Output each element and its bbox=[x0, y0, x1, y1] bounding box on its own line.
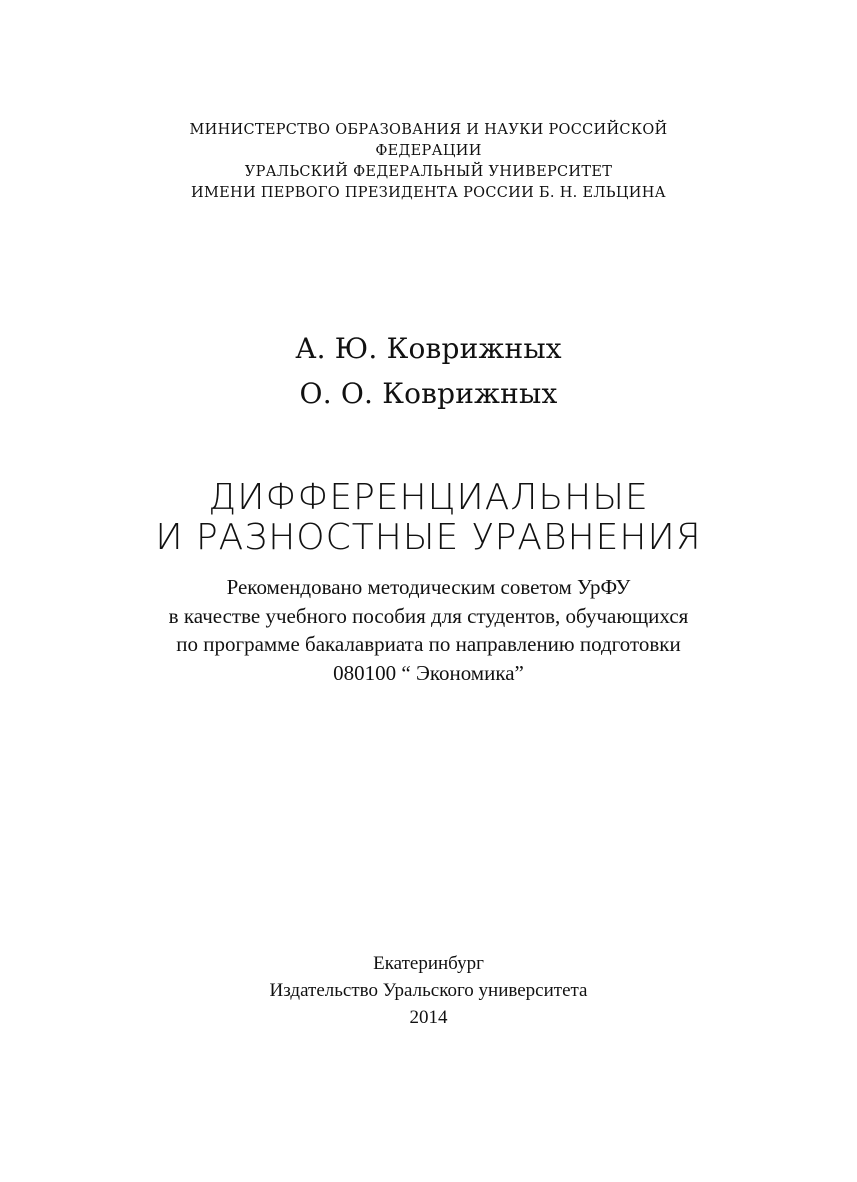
ministry-header bbox=[0, 120, 857, 204]
header-line-2: ФЕДЕРАЦИИ bbox=[375, 143, 482, 159]
recommendation-line-3: по программе бакалавриата по направлению подготовки bbox=[176, 632, 681, 656]
recommendation-line-1: Рекомендовано методическим советом УрФУ bbox=[226, 575, 631, 599]
book-title bbox=[0, 478, 857, 558]
imprint-publisher: Издательство Уральского университета bbox=[269, 980, 588, 1001]
authors-block bbox=[0, 326, 857, 416]
header-line-4: ИМЕНИ ПЕРВОГО ПРЕЗИДЕНТА РОССИИ Б. Н. ЕЛЬЦИНА bbox=[191, 185, 666, 201]
recommendation-block bbox=[0, 573, 857, 687]
author-1: А. Ю. Коврижных bbox=[295, 332, 562, 365]
author-2: О. О. Коврижных bbox=[299, 377, 558, 410]
header-line-3: УРАЛЬСКИЙ ФЕДЕРАЛЬНЫЙ УНИВЕРСИТЕТ bbox=[244, 164, 613, 180]
recommendation-line-4: 080100 “ Экономика” bbox=[333, 660, 524, 685]
header-line-1: МИНИСТЕРСТВО ОБРАЗОВАНИЯ И НАУКИ РОССИЙСКОЙ bbox=[189, 122, 668, 138]
imprint-block bbox=[0, 950, 857, 1031]
imprint-year: 2014 bbox=[409, 1007, 448, 1028]
recommendation-line-2: в качестве учебного пособия для студентов, обучающихся bbox=[168, 603, 689, 628]
book-title-line-2: И РАЗНОСТНЫЕ УРАВНЕНИЯ bbox=[155, 517, 702, 558]
imprint-city: Екатеринбург bbox=[373, 953, 484, 974]
book-title-line-1: ДИФФЕРЕНЦИАЛЬНЫЕ bbox=[208, 477, 649, 518]
